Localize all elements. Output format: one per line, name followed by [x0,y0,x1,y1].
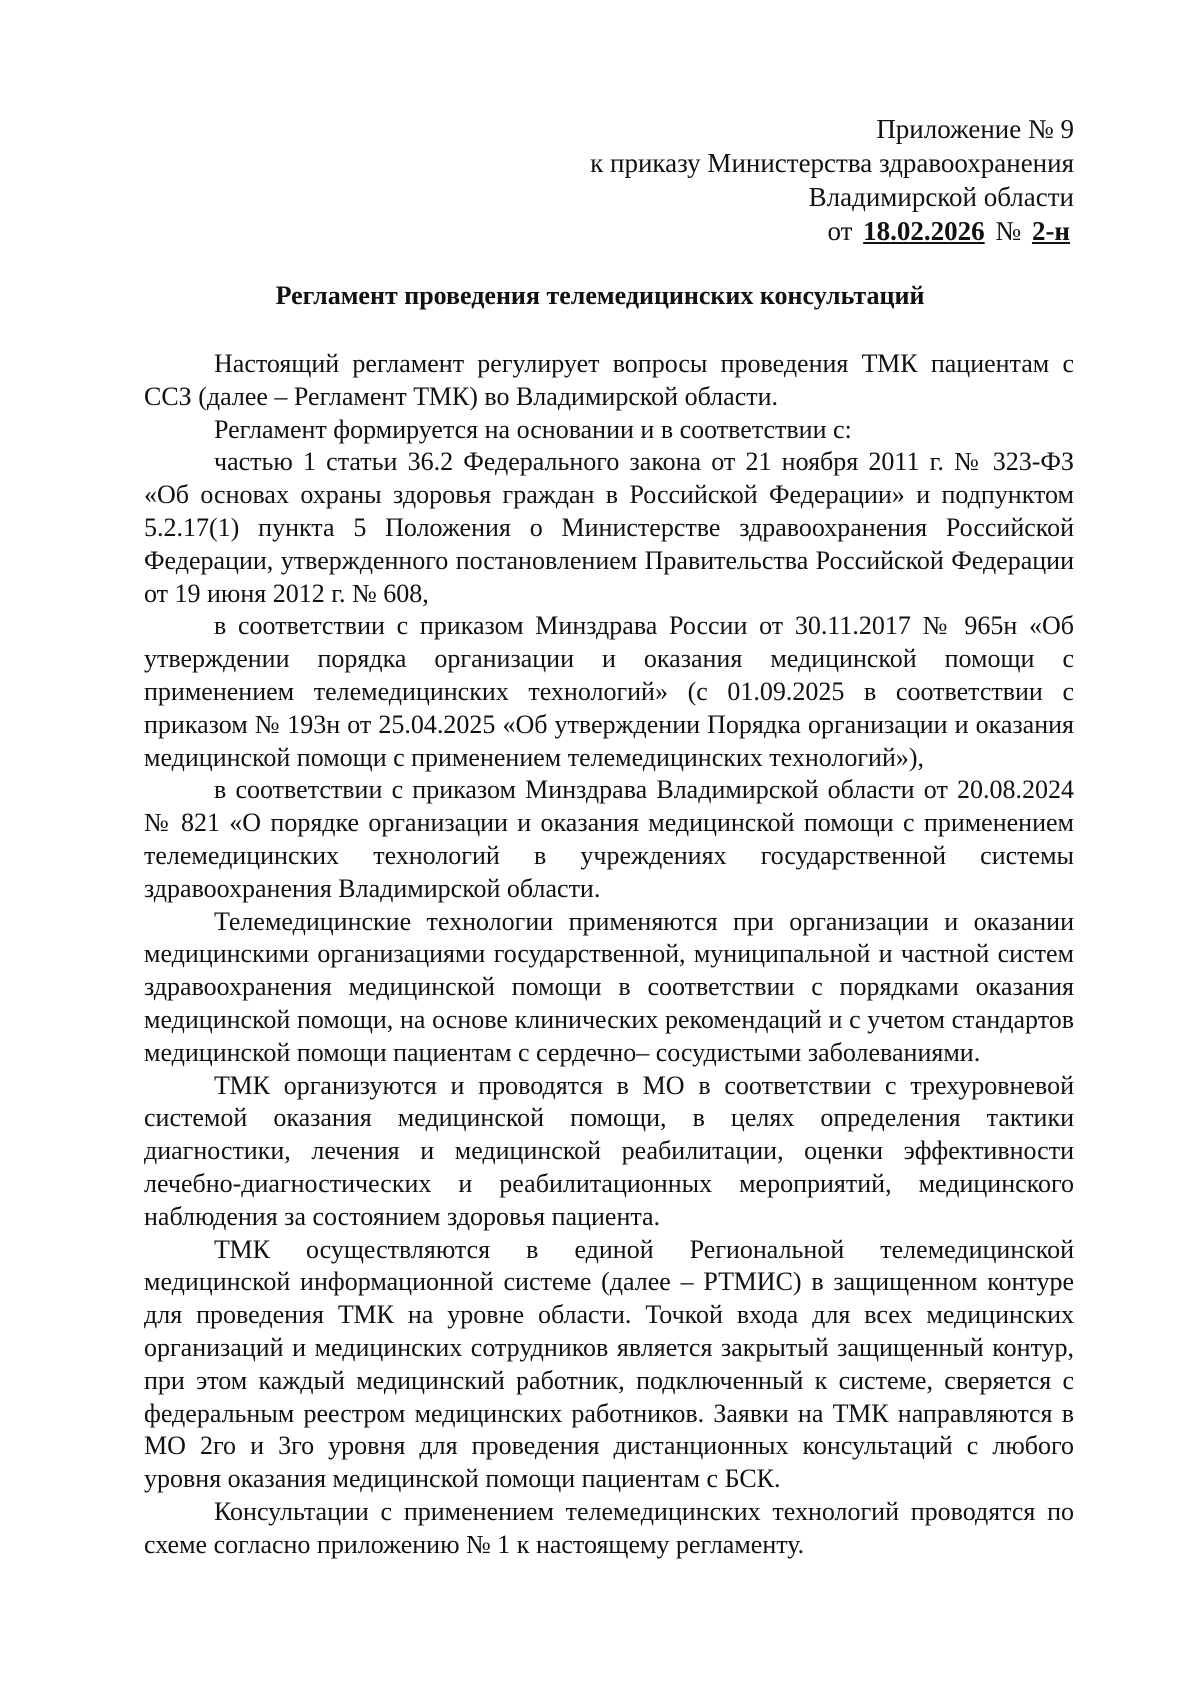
document-title: Регламент проведения телемедицинских консультаций [275,281,925,310]
appendix-order-reference: к приказу Министерства здравоохранения [590,148,1074,178]
appendix-number: Приложение № 9 [876,114,1074,144]
paragraph: ТМК осуществляются в единой Региональной телемедицинской медицинской информационной системе (далее – РТМИС) в защищенном контуре для проведения ТМК на уровне области. Точкой входа для всех медицинских организаций и медицинских сотрудников является закрытый защищенный контур, при этом каждый медицинский работник, подключенный к системе, сверяется с федеральным реестром медицинских работников. Заявки на ТМК направляются в МО 2го и 3го уровня для проведения дистанционных консультаций с любого уровня оказания медицинской помощи пациентам с БСК. [144,1234,1074,1494]
appendix-header [590,112,1074,248]
paragraph: в соответствии с приказом Минздрава России от 30.11.2017 № 965н «Об утверждении порядка организации и оказания медицинской помощи с применением телемедицинских технологий» (с 01.09.2025 в соответствии с приказом № 193н от 25.04.2025 «Об утверждении Порядка организации и оказания медицинской помощи с применением телемедицинских технологий»), [144,611,1074,772]
order-date-line [590,214,1074,248]
paragraph: Телемедицинские технологии применяются при организации и оказании медицинскими организациями государственной, муниципальной и частной систем здравоохранения медицинской помощи в соответствии с порядками оказания медицинской помощи, на основе клинических рекомендаций и с учетом стандартов медицинской помощи пациентам с сердечно– сосудистыми заболеваниями. [144,906,1074,1067]
paragraph: частью 1 статьи 36.2 Федерального закона от 21 ноября 2011 г. № 323-ФЗ «Об основах охраны здоровья граждан в Российской Федерации» и подпунктом 5.2.17(1) пункта 5 Положения о Министерстве здравоохранения Российской Федерации, утвержденного постановлением Правительства Российской Федерации от 19 июня 2012 г. № 608, [144,447,1074,608]
order-from-label: от [827,216,853,246]
paragraph: Регламент формируется на основании и в соответствии с: [214,414,852,444]
paragraph: Настоящий регламент регулирует вопросы проведения ТМК пациентам с ССЗ (далее – Регламент ТМК) во Владимирской области. [144,349,1074,411]
paragraph: в соответствии с приказом Минздрава Владимирской области от 20.08.2024 № 821 «О порядке организации и оказания медицинской помощи с применением телемедицинских технологий в учреждениях государственной системы здравоохранения Владимирской области. [144,775,1074,903]
order-date: 18.02.2026 [863,216,985,246]
order-number: 2-н [1031,216,1070,246]
appendix-region: Владимирской области [808,182,1074,212]
paragraph: ТМК организуются и проводятся в МО в соответствии с трехуровневой системой оказания медицинской помощи, в целях определения тактики диагностики, лечения и медицинской реабилитации, оценки эффективности лечебно-диагностических и реабилитационных мероприятий, медицинского наблюдения за состоянием здоровья пациента. [144,1070,1074,1231]
paragraph: Консультации с применением телемедицинских технологий проводятся по схеме согласно приложению № 1 к настоящему регламенту. [144,1496,1074,1559]
document-body [144,348,1074,1561]
order-number-label: № [995,216,1022,246]
